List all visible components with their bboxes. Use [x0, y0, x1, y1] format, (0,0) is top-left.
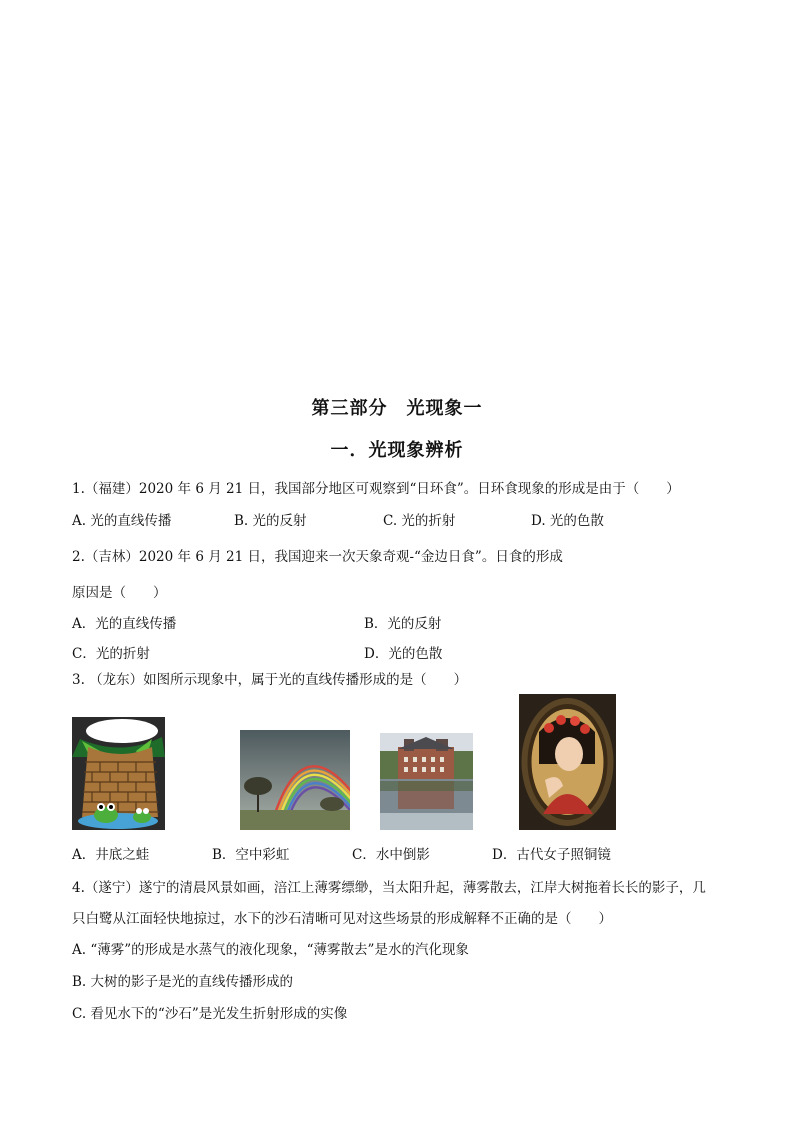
question-1-option-b: B. 光的反射: [234, 513, 307, 529]
question-1-option-d: D. 光的色散: [531, 513, 604, 529]
question-2-option-a: A．光的直线传播: [72, 616, 177, 632]
question-2-option-d: D．光的色散: [364, 646, 443, 662]
rainbow-image: [240, 730, 350, 830]
question-4-option-c: C. 看见水下的“沙石”是光发生折射形成的实像: [72, 1006, 348, 1022]
question-3-caption-d: D．古代女子照铜镜: [492, 847, 611, 863]
question-2-stem-line-2: 原因是（ ）: [72, 585, 167, 601]
question-3-caption-a: A．井底之蛙: [72, 847, 150, 863]
question-3-caption-b: B．空中彩虹: [212, 847, 290, 863]
question-4-stem-line-1: 4.（遂宁）遂宁的清晨风景如画，涪江上薄雾缥缈，当太阳升起，薄雾散去，江岸大树拖着长长的影子，几: [72, 880, 706, 896]
question-4-option-b: B. 大树的影子是光的直线传播形成的: [72, 974, 294, 990]
section-title: 一．光现象辨析: [330, 440, 464, 461]
question-2-option-c: C．光的折射: [72, 646, 150, 662]
question-3-stem: 3. （龙东）如图所示现象中，属于光的直线传播形成的是（ ）: [72, 672, 468, 688]
question-2-stem-line-1: 2.（吉林）2020 年 6 月 21 日，我国迎来一次天象奇观-“金边日食”。日食的形成: [72, 549, 563, 565]
question-4-option-a: A. “薄雾”的形成是水蒸气的液化现象，“薄雾散去”是水的汽化现象: [72, 942, 469, 958]
question-1-option-a: A. 光的直线传播: [72, 513, 172, 529]
bronze-mirror-image: [519, 694, 616, 830]
question-1-option-c: C. 光的折射: [383, 513, 456, 529]
question-3-caption-c: C．水中倒影: [352, 847, 430, 863]
castle-reflection-image: [380, 733, 473, 830]
question-2-option-b: B．光的反射: [364, 616, 442, 632]
frog-in-well-image: [72, 717, 165, 830]
question-4-stem-line-2: 只白鹭从江面轻快地掠过，水下的沙石清晰可见对这些场景的形成解释不正确的是（ ）: [72, 911, 612, 927]
question-1-stem: 1.（福建）2020 年 6 月 21 日，我国部分地区可观察到“日环食”。日环食现象的形成是由于（ ）: [72, 481, 680, 497]
page-title: 第三部分 光现象一: [311, 398, 483, 419]
